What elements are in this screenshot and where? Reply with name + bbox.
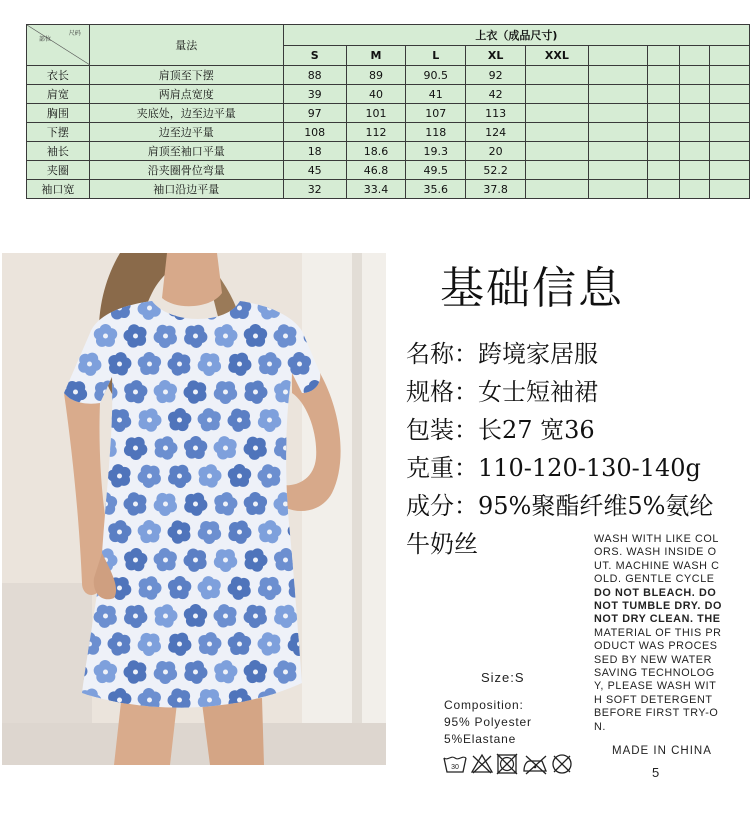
- row-name-cell: 下摆: [27, 123, 90, 142]
- info-weight: 克重：110-120-130-140g: [406, 454, 701, 482]
- empty-cell: [648, 123, 680, 142]
- empty-cell: [680, 104, 710, 123]
- care-instructions: [594, 533, 740, 734]
- empty-cell: [588, 66, 648, 85]
- table-row: [27, 85, 750, 104]
- empty-cell: [710, 142, 750, 161]
- row-method-cell: 沿夹圈骨位弯量: [89, 161, 283, 180]
- care-line: OLD. GENTLE CYCLE: [594, 573, 715, 586]
- value-cell: 90.5: [406, 66, 466, 85]
- composition-elastane: 5%Elastane: [444, 732, 517, 746]
- group-header: 上衣（成品尺寸): [283, 25, 749, 46]
- table-row: [27, 123, 750, 142]
- value-cell: 101: [346, 104, 406, 123]
- size-header-s: S: [283, 45, 346, 66]
- no-bleach-icon: [472, 755, 492, 773]
- corner-size-label: 尺码: [68, 30, 81, 37]
- empty-cell: [710, 180, 750, 199]
- value-cell: 88: [283, 66, 346, 85]
- product-photo: [2, 253, 386, 765]
- value-cell: 92: [466, 66, 526, 85]
- care-line: SED BY NEW WATER: [594, 653, 712, 666]
- empty-cell: [588, 161, 648, 180]
- row-method-cell: 肩顶至袖口平量: [89, 142, 283, 161]
- care-line: NOT TUMBLE DRY. DO: [594, 600, 722, 613]
- care-composition: [444, 697, 532, 748]
- empty-cell: [680, 66, 710, 85]
- dress-illustration: [2, 253, 386, 765]
- row-name-cell: 衣长: [27, 66, 90, 85]
- empty-cell: [680, 85, 710, 104]
- size-table: [26, 24, 750, 199]
- no-tumble-dry-icon: [497, 754, 517, 774]
- empty-cell: [588, 45, 648, 66]
- empty-cell: [588, 180, 648, 199]
- value-cell: 97: [283, 104, 346, 123]
- info-composition: 成分：95%聚酯纤维5%氨纶: [406, 492, 714, 520]
- value-cell: 112: [346, 123, 406, 142]
- measure-header: 量法: [89, 25, 283, 66]
- empty-cell: [526, 123, 589, 142]
- row-name-cell: 肩宽: [27, 85, 90, 104]
- care-line: DO NOT BLEACH. DO: [594, 586, 717, 599]
- size-header-xl: XL: [466, 45, 526, 66]
- table-row: [27, 142, 750, 161]
- empty-cell: [680, 161, 710, 180]
- care-line: WASH WITH LIKE COL: [594, 533, 719, 545]
- corner-part-label: 部位: [39, 36, 52, 43]
- composition-polyester: 95% Polyester: [444, 715, 532, 729]
- empty-cell: [526, 142, 589, 161]
- value-cell: 40: [346, 85, 406, 104]
- size-header-l: L: [406, 45, 466, 66]
- empty-cell: [648, 161, 680, 180]
- value-cell: 45: [283, 161, 346, 180]
- care-line: MATERIAL OF THIS PR: [594, 626, 722, 639]
- info-material: 牛奶丝: [406, 530, 478, 558]
- empty-cell: [680, 180, 710, 199]
- empty-cell: [710, 85, 750, 104]
- row-name-cell: 夹圈: [27, 161, 90, 180]
- empty-cell: [526, 161, 589, 180]
- care-line: BEFORE FIRST TRY-O: [594, 707, 719, 720]
- value-cell: 113: [466, 104, 526, 123]
- value-cell: 18: [283, 142, 346, 161]
- care-line: ORS. WASH INSIDE O: [594, 546, 717, 559]
- no-dry-clean-icon: [553, 755, 571, 773]
- wash-30-icon: [444, 757, 466, 772]
- value-cell: 124: [466, 123, 526, 142]
- empty-cell: [526, 66, 589, 85]
- value-cell: 39: [283, 85, 346, 104]
- value-cell: 49.5: [406, 161, 466, 180]
- care-line: Y, PLEASE WASH WIT: [594, 680, 717, 693]
- empty-cell: [588, 104, 648, 123]
- iron-low-icon: [524, 756, 546, 774]
- empty-cell: [648, 142, 680, 161]
- row-name-cell: 袖长: [27, 142, 90, 161]
- empty-cell: [710, 104, 750, 123]
- size-header-m: M: [346, 45, 406, 66]
- empty-cell: [526, 180, 589, 199]
- value-cell: 37.8: [466, 180, 526, 199]
- care-size-label: Size:S: [481, 670, 525, 685]
- row-name-cell: 胸围: [27, 104, 90, 123]
- value-cell: 41: [406, 85, 466, 104]
- value-cell: 52.2: [466, 161, 526, 180]
- table-row: [27, 104, 750, 123]
- row-method-cell: 夹底处，边至边平量: [89, 104, 283, 123]
- empty-cell: [648, 66, 680, 85]
- info-title: 基础信息: [440, 263, 624, 314]
- row-method-cell: 肩顶至下摆: [89, 66, 283, 85]
- composition-heading: Composition:: [444, 698, 524, 712]
- value-cell: 35.6: [406, 180, 466, 199]
- value-cell: 107: [406, 104, 466, 123]
- empty-cell: [588, 123, 648, 142]
- empty-cell: [648, 85, 680, 104]
- empty-cell: [648, 45, 680, 66]
- care-size-number: 5: [652, 765, 660, 780]
- row-method-cell: 两肩点宽度: [89, 85, 283, 104]
- table-row: [27, 66, 750, 85]
- table-row: [27, 161, 750, 180]
- empty-cell: [710, 161, 750, 180]
- empty-cell: [680, 45, 710, 66]
- empty-cell: [526, 85, 589, 104]
- info-spec: 规格：女士短袖裙: [406, 378, 598, 406]
- value-cell: 108: [283, 123, 346, 142]
- empty-cell: [680, 142, 710, 161]
- info-name: 名称：跨境家居服: [406, 340, 598, 368]
- empty-cell: [588, 142, 648, 161]
- value-cell: 46.8: [346, 161, 406, 180]
- empty-cell: [680, 123, 710, 142]
- empty-cell: [648, 104, 680, 123]
- corner-header: [27, 25, 90, 66]
- table-row: [27, 180, 750, 199]
- value-cell: 33.4: [346, 180, 406, 199]
- care-line: H SOFT DETERGENT: [594, 693, 713, 706]
- row-method-cell: 边至边平量: [89, 123, 283, 142]
- value-cell: 42: [466, 85, 526, 104]
- value-cell: 89: [346, 66, 406, 85]
- made-in-label: MADE IN CHINA: [612, 745, 712, 757]
- value-cell: 118: [406, 123, 466, 142]
- empty-cell: [648, 180, 680, 199]
- value-cell: 32: [283, 180, 346, 199]
- row-method-cell: 袖口沿边平量: [89, 180, 283, 199]
- care-line: ODUCT WAS PROCES: [594, 640, 718, 653]
- info-package: 包装：长27 宽36: [406, 416, 595, 444]
- wash-temp: 30: [451, 764, 459, 771]
- empty-cell: [710, 66, 750, 85]
- value-cell: 18.6: [346, 142, 406, 161]
- empty-cell: [588, 85, 648, 104]
- size-header-xxl: XXL: [526, 45, 589, 66]
- care-icons: [442, 752, 592, 781]
- value-cell: 19.3: [406, 142, 466, 161]
- row-name-cell: 袖口宽: [27, 180, 90, 199]
- value-cell: 20: [466, 142, 526, 161]
- empty-cell: [710, 123, 750, 142]
- care-line: N.: [594, 720, 606, 733]
- empty-cell: [710, 45, 750, 66]
- care-line: NOT DRY CLEAN. THE: [594, 613, 721, 626]
- empty-cell: [526, 104, 589, 123]
- care-line: UT. MACHINE WASH C: [594, 559, 720, 572]
- care-line: SAVING TECHNOLOG: [594, 667, 715, 680]
